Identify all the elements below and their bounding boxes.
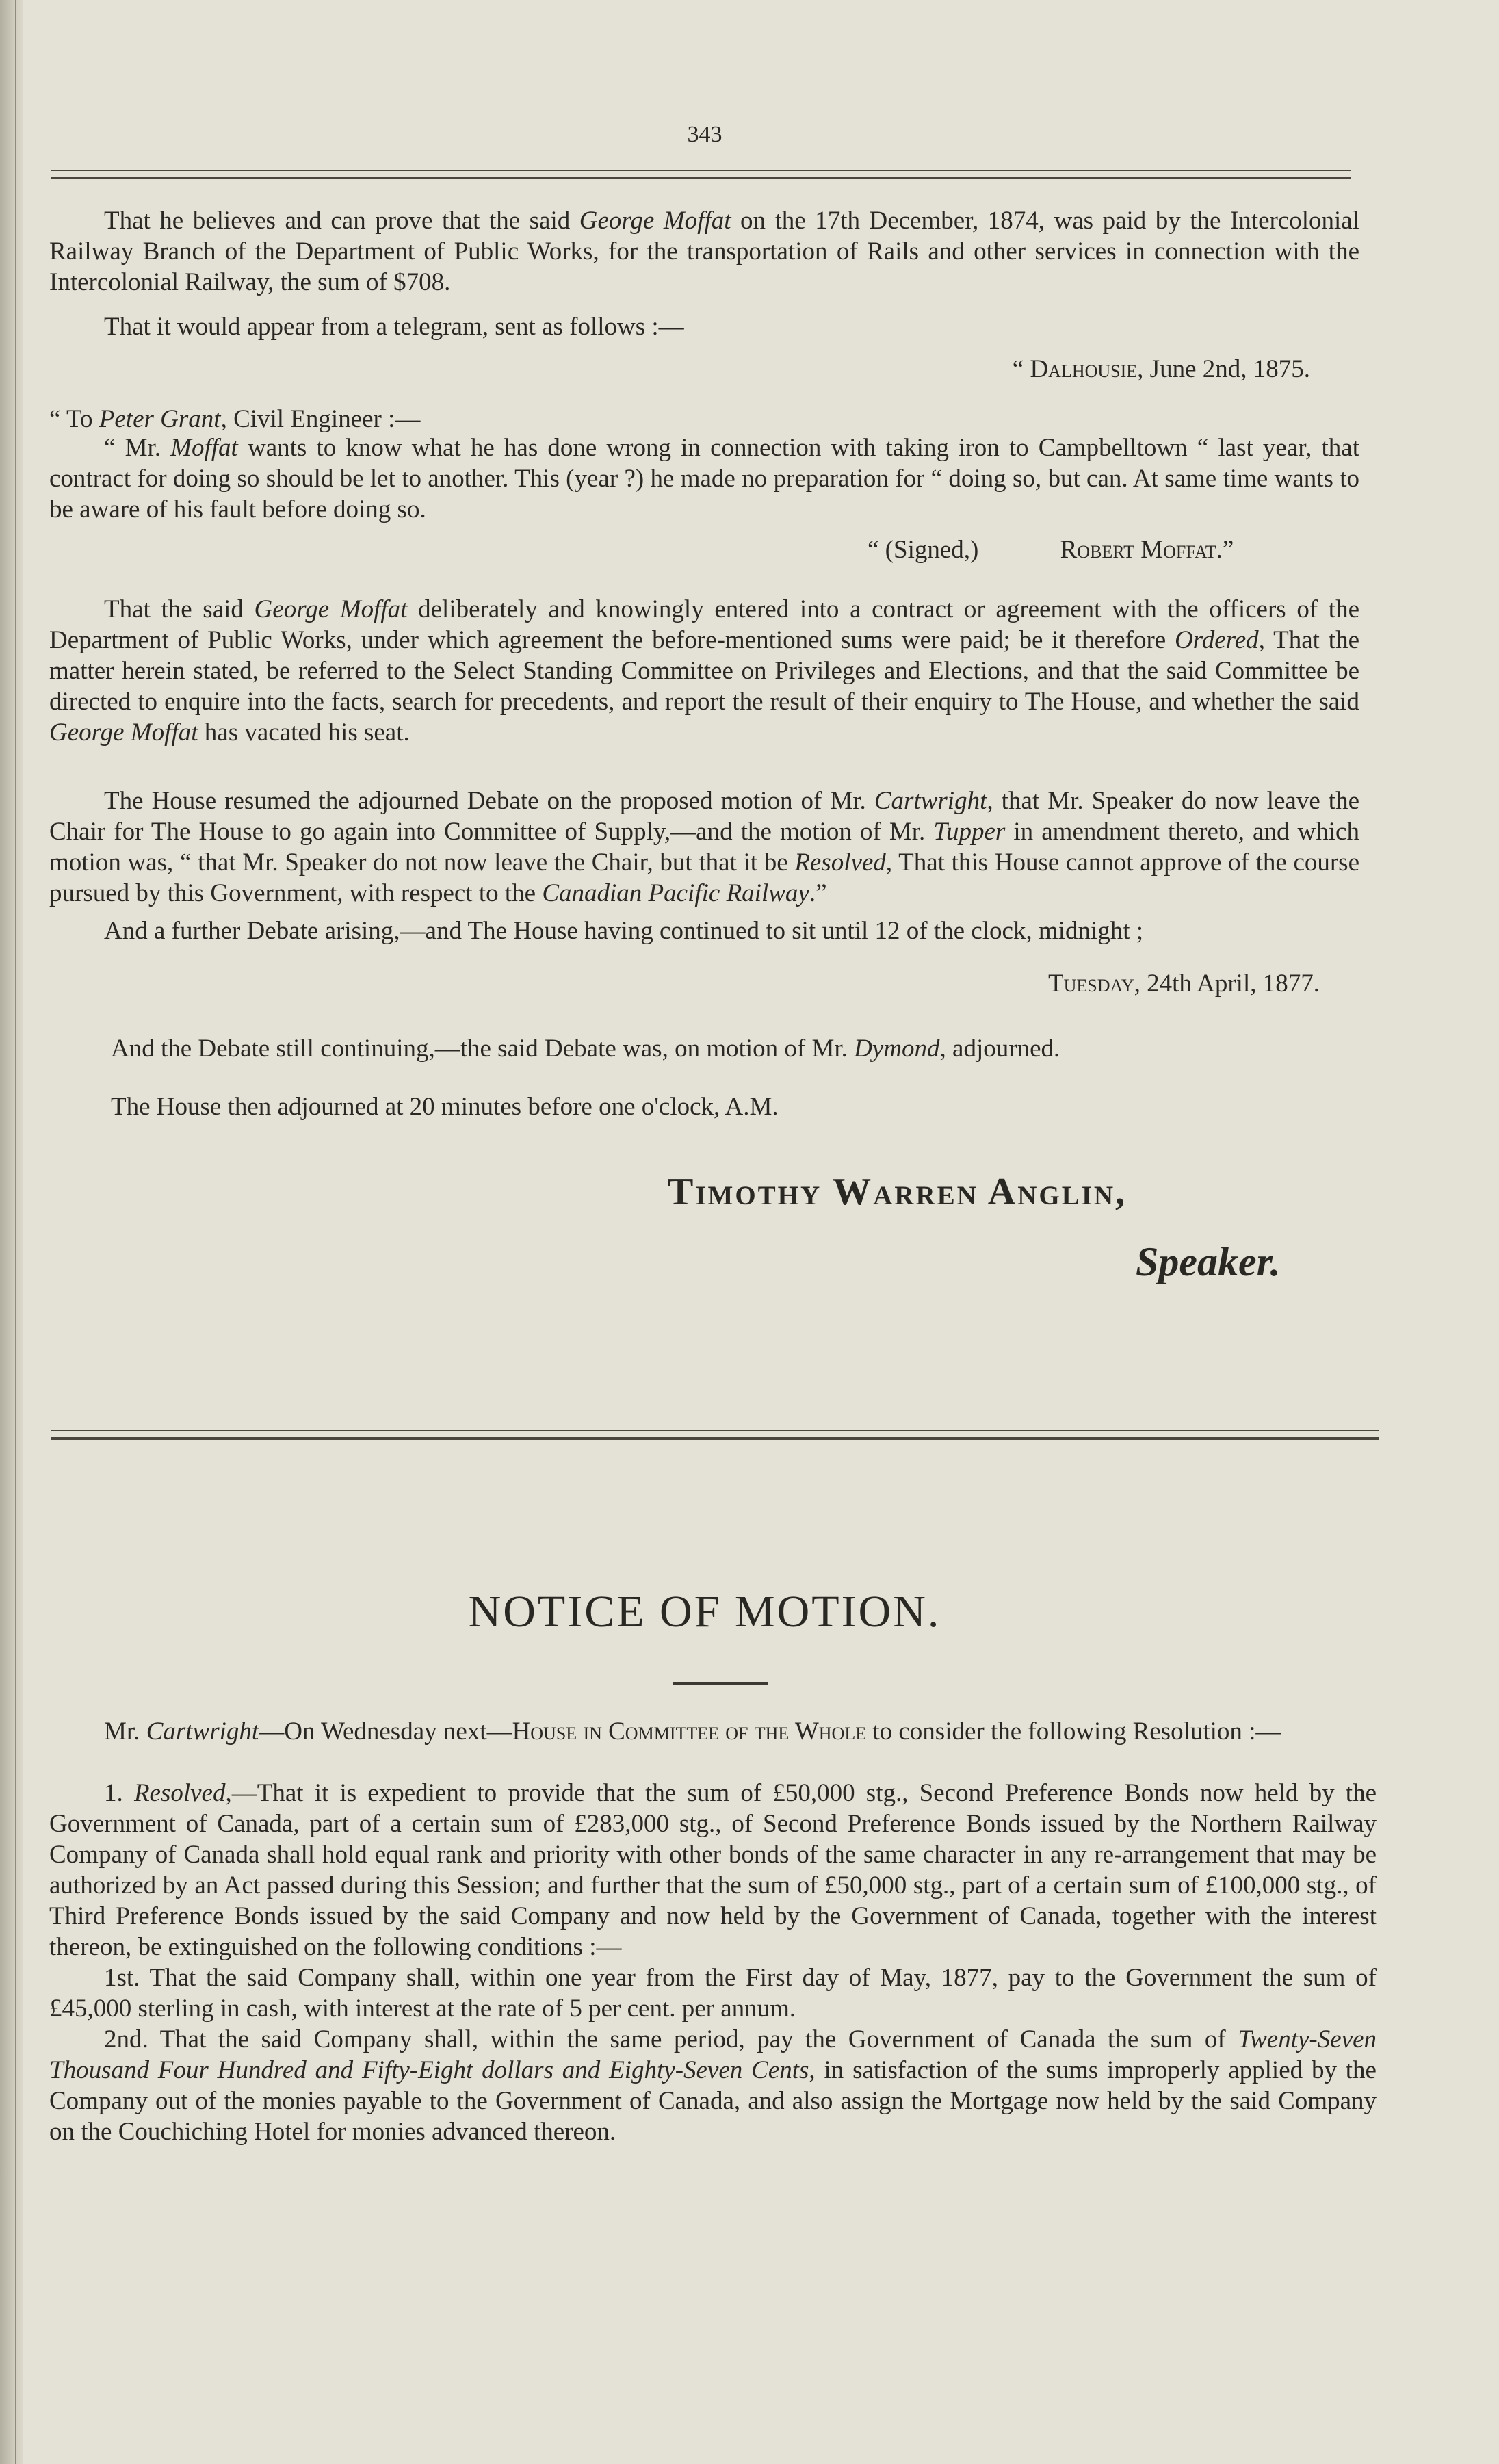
paragraph-debate-adjourned: And the Debate still continuing,—the said Debate was, on motion of Mr. Dymond, adjourned.: [111, 1035, 1060, 1063]
paragraph-house-adjourned: The House then adjourned at 20 minutes before one o'clock, A.M.: [111, 1093, 779, 1121]
notice-of-motion-heading: NOTICE OF MOTION.: [468, 1587, 941, 1637]
section-rule-bottom: [51, 1437, 1379, 1440]
paragraph-debate-resumed: The House resumed the adjourned Debate on the proposed motion of Mr. Cartwright, that Mr. Speaker do now leave the Chair for The House to go again into Committee of Supply,—and the motion of Mr. Tupper in amendment thereto, and which motion was, “ that Mr. Speaker do not now leave the Chair, but that it be Resolved, That this House cannot approve of the course pursued by this Government, with respect to the Canadian Pacific Railway.”: [49, 787, 1360, 907]
motion-intro: Mr. Cartwright—On Wednesday next—House in Committee of the Whole to consider the following Resolution :—: [104, 1717, 1281, 1746]
binding-line: [15, 0, 16, 2464]
header-rule-bottom: [51, 177, 1351, 179]
paragraph-moffat-payment: That he believes and can prove that the said George Moffat on the 17th December, 1874, was paid by the Intercolonial Railway Branch of the Department of Public Works, for the transportation of Rails and other services in connection with the Intercolonial Railway, the sum of $708.: [49, 207, 1359, 296]
sitting-date: Tuesday, 24th April, 1877.: [1047, 970, 1320, 998]
telegram-body: “ Mr. Moffat wants to know what he has done wrong in connection with taking iron to Campbelltown “ last year, that contract for doing so should be let to another. This (year ?) he made no preparation for “ doing so, but can. At same time wants to be aware of his fault before doing so.: [49, 434, 1359, 523]
page-number: 343: [687, 122, 722, 147]
signed-label: “ (Signed,): [868, 536, 979, 564]
paragraph-telegram-intro: That it would appear from a telegram, sent as follows :—: [104, 313, 684, 341]
header-rule-top: [51, 170, 1351, 171]
telegram-addressee: “ To Peter Grant, Civil Engineer :—: [49, 405, 421, 433]
motion-condition-2: 2nd. That the said Company shall, within the same period, pay the Government of Canada the sum of Twenty-Seven Thousand Four Hundred and Fifty-Eight dollars and Eighty-Seven Cents, in satisfaction of the sums improperly applied by the Company out of the monies payable to the Government of Canada, and also assign the Mortgage now held by the said Company on the Couchiching Hotel for monies advanced thereon.: [49, 2025, 1377, 2146]
heading-underline: [673, 1682, 768, 1685]
signer-name: Robert Moffat.”: [1060, 536, 1234, 564]
page-gutter: [0, 0, 23, 2464]
telegram-dateline: “ Dalhousie, June 2nd, 1875.: [1012, 355, 1310, 383]
speaker-title: Speaker.: [1136, 1239, 1281, 1284]
paragraph-order-referral: That the said George Moffat deliberately and knowingly entered into a contract or agreement with the officers of the Department of Public Works, under which agreement the before-mentioned sums were paid; be it therefore Ordered, That the matter herein stated, be referred to the Select Standing Committee on Privileges and Elections, and that the said Committee be directed to enquire into the facts, search for precedents, and report the result of their enquiry to The House, and whether the said George Moffat has vacated his seat.: [49, 595, 1360, 747]
telegram-signature: [868, 535, 1234, 565]
section-rule-top: [51, 1430, 1379, 1431]
paragraph-further-debate: And a further Debate arising,—and The House having continued to sit until 12 of the clock, midnight ;: [104, 917, 1144, 945]
motion-resolution-1: 1. Resolved,—That it is expedient to provide that the sum of £50,000 stg., Second Preference Bonds now held by the Government of Canada, part of a certain sum of £283,000 stg., of Second Preference Bonds issued by the Northern Railway Company of Canada shall hold equal rank and priority with other bonds of the same character in any re-arrangement that may be authorized by an Act passed during this Session; and further that the sum of £50,000 stg., part of a certain sum of £100,000 stg., of Third Preference Bonds issued by the said Company and now held by the Government of Canada, together with the interest thereon, be extinguished on the following conditions :—: [49, 1779, 1377, 1961]
speaker-name: Timothy Warren Anglin,: [668, 1171, 1127, 1213]
motion-condition-1: 1st. That the said Company shall, within one year from the First day of May, 1877, pay to the Government the sum of £45,000 sterling in cash, with interest at the rate of 5 per cent. per annum.: [49, 1964, 1377, 2023]
